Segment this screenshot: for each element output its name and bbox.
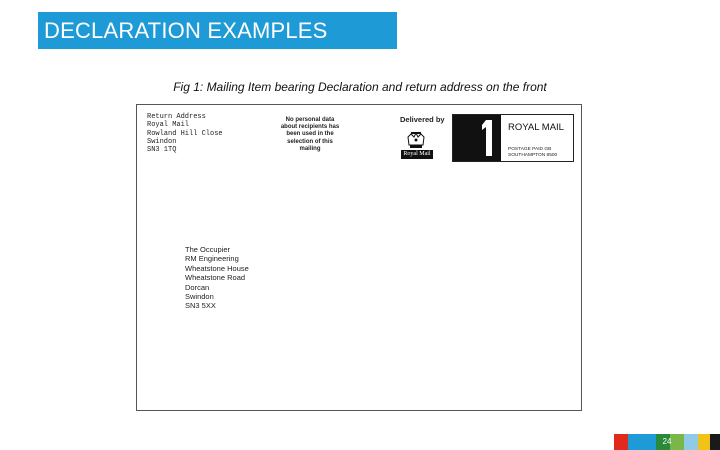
recipient-line: RM Engineering: [185, 254, 239, 264]
return-address-line: Royal Mail: [147, 121, 190, 130]
first-class-1-icon: [479, 117, 499, 159]
declaration-line: about recipients has: [280, 124, 340, 131]
recipient-line: The Occupier: [185, 245, 231, 254]
declaration-line: been used in the: [286, 131, 334, 138]
footer-block-yellow: [698, 434, 710, 450]
data-declaration: [275, 117, 345, 153]
return-address: [147, 113, 223, 154]
envelope: [136, 104, 582, 411]
postage-paid-text: POSTAGE PAID GB: [508, 147, 552, 152]
delivered-by-label: Delivered by: [400, 115, 445, 124]
recipient-address: [185, 245, 249, 311]
footer-block-blue-2: [642, 434, 656, 450]
recipient-line: Dorcan: [185, 282, 210, 292]
royal-mail-badge: Royal Mail: [401, 150, 433, 159]
page-number: 24: [662, 437, 672, 446]
slide-title-bar: [38, 12, 397, 49]
return-address-line: Return Address: [147, 113, 206, 121]
recipient-line: Wheatstone House: [185, 263, 249, 273]
footer-block-black: [710, 434, 720, 450]
return-address-line: SN3 1TQ: [147, 146, 177, 155]
declaration-line: mailing: [299, 145, 321, 152]
postage-brand: ROYAL MAIL: [508, 122, 564, 133]
slide-title: DECLARATION EXAMPLES: [44, 18, 328, 43]
declaration-line: No personal data: [285, 117, 335, 123]
return-address-line: Swindon: [147, 137, 177, 146]
postage-licence-text: SOUTHAMPTON 8500: [508, 153, 558, 158]
recipient-line: Wheatstone Road: [185, 273, 246, 283]
figure-caption: Fig 1: Mailing Item bearing Declaration and return address on the front: [173, 80, 547, 94]
declaration-line: selection of this: [287, 138, 333, 145]
crown-icon: [402, 129, 430, 151]
footer-block-blue: [628, 434, 642, 450]
footer-block-lightblue: [684, 434, 698, 450]
postage-paid-impression: [452, 114, 574, 162]
recipient-line: Swindon: [185, 292, 214, 302]
return-address-line: Rowland Hill Close: [147, 129, 223, 138]
recipient-line: SN3 5XX: [185, 301, 216, 311]
footer-block-red: [614, 434, 628, 450]
